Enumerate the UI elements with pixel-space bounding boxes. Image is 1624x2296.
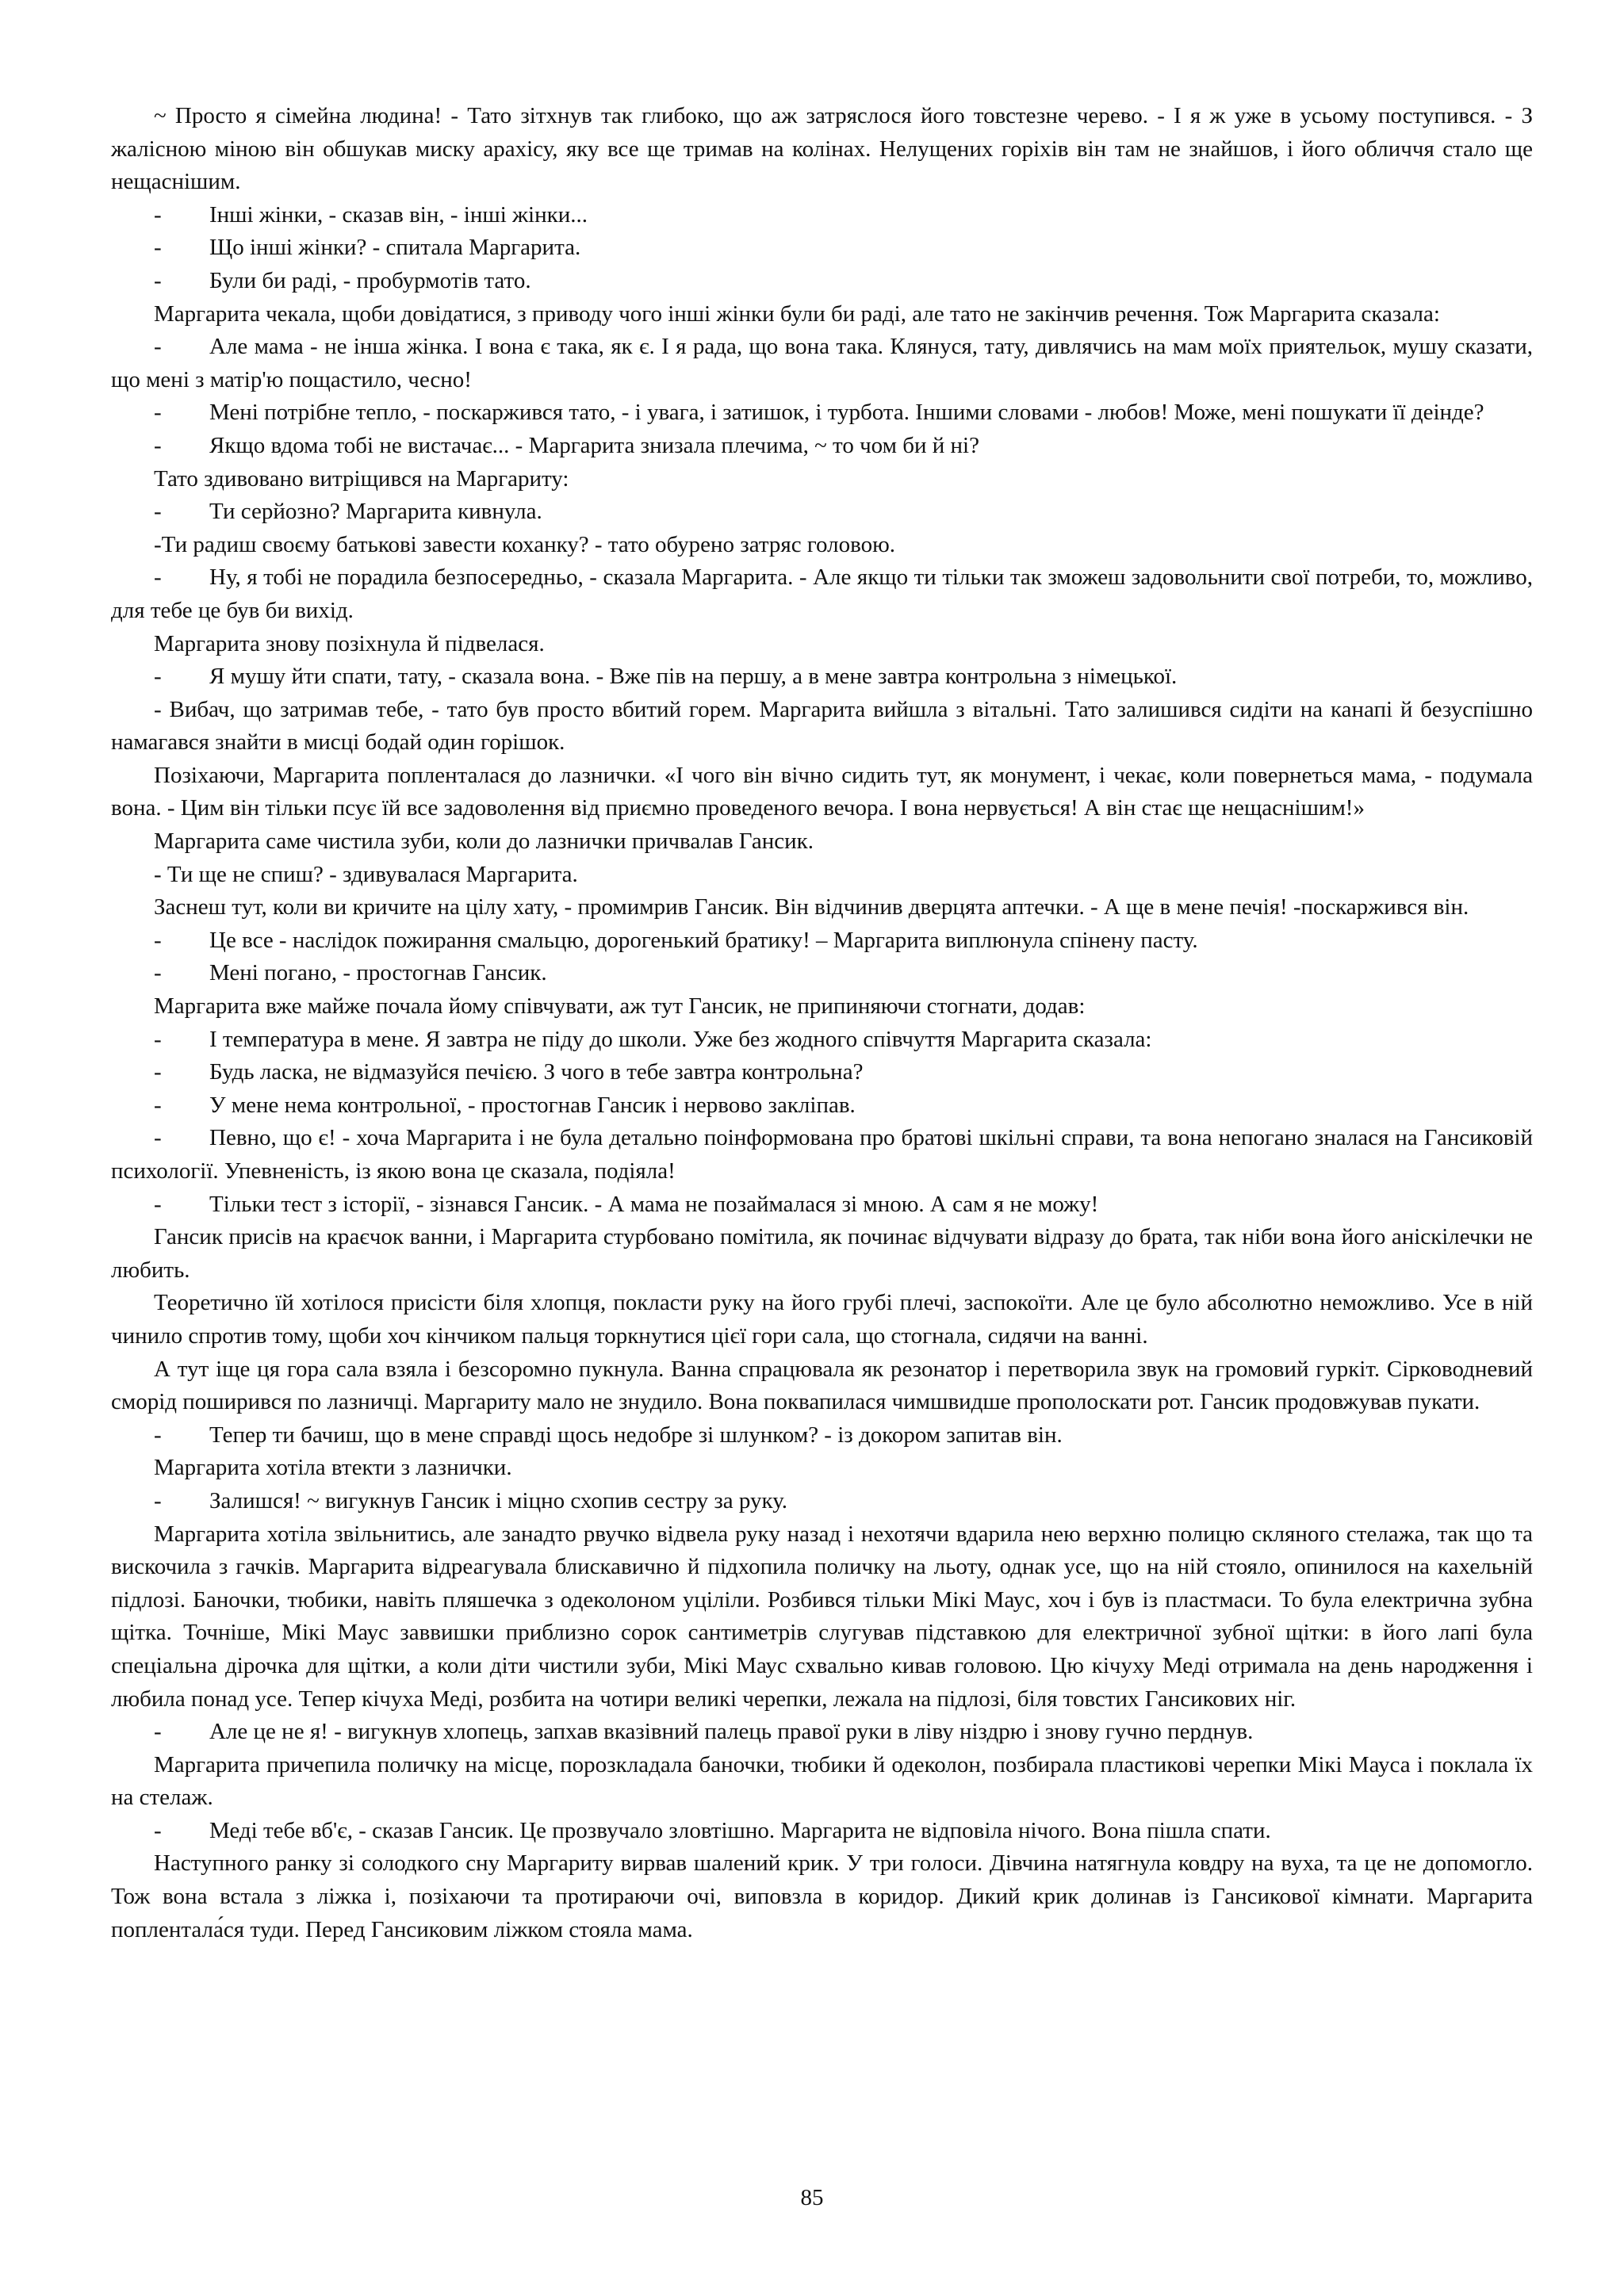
dialogue-line <box>111 1419 1533 1452</box>
dialogue-text: Були би раді, - пробурмотів тато. <box>209 267 531 293</box>
dialogue-line <box>111 265 1533 298</box>
dialogue-text: Тільки тест з історії, - зізнався Гансик. - А мама не позаймалася зі мною. А сам я не можу! <box>209 1191 1099 1217</box>
dialogue-line <box>111 232 1533 265</box>
paragraph: Маргарита хотіла звільнитись, але занадто рвучко відвела руку назад і нехотячи вдарила нею верхню полицю скляного стелажа, так що та вискочила з гачків. Маргарита відреагувала блискавично й підхопила поличку на льоту, однак усе, що на ній стояло, опинилося на кахельній підлозі. Баночки, тюбики, навіть пляшечка з одеколоном уціліли. Розбився тільки Мікі Маус, хоч і був із пластмаси. То була електрична зубна щітка. Точніше, Мікі Маус заввишки приблизно сорок сантиметрів слугував підставкою для електричної зубної щітки: в його лапі була спеціальна дірочка для щітки, а коли діти чистили зуби, Мікі Маус схвально кивав головою. Цю кічуху Меді отримала на день народження і любила понад усе. Тепер кічуха Меді, розбита на чотири великі черепки, лежала на підлозі, біля товстих Гансикових ніг. <box>111 1521 1533 1712</box>
dialogue-text: Це все - наслідок пожирання смальцю, дорогенький братику! – Маргарита виплюнула спінену пасту. <box>209 927 1198 953</box>
dialogue-line <box>111 1122 1533 1188</box>
dialogue-line <box>111 660 1533 694</box>
dialogue-dash: - <box>154 1059 162 1085</box>
dialogue-dash: - <box>154 1719 162 1745</box>
paragraph: А тут іще ця гора сала взяла і безсоромно пукнула. Ванна спрацювала як резонатор і перетворила звук на громовий гуркіт. Сірководневий сморід поширився по лазничці. Маргариту мало не знудило. Вона поквапилася чимшвидше прополоскати рот. Гансик продовжував пукати. <box>111 1356 1533 1415</box>
dialogue-line <box>111 1056 1533 1089</box>
dialogue-text: Інші жінки, - сказав він, - інші жінки... <box>209 201 588 228</box>
paragraph: Маргарита саме чистила зуби, коли до лазнички причвалав Гансик. <box>154 828 814 855</box>
paragraph: Маргарита чекала, щоби довідатися, з приводу чого інші жінки були би раді, але тато не закінчив речення. Тож Маргарита сказала: <box>154 300 1440 327</box>
paragraph: Тато здивовано витріщився на Маргариту: <box>154 465 569 492</box>
dialogue-line <box>111 199 1533 232</box>
dialogue-text: І температура в мене. Я завтра не піду до школи. Уже без жодного співчуття Маргарита сказала: <box>209 1026 1152 1052</box>
dialogue-line <box>111 496 1533 529</box>
dialogue-line <box>111 561 1533 627</box>
dialogue-dash: - <box>154 1817 162 1843</box>
paragraph: -Ти радиш своєму батькові завести коханку? - тато обурено затряс головою. <box>154 531 896 557</box>
dialogue-text: Але мама - не інша жінка. І вона є така, як є. І я рада, що вона така. Клянуся, тату, дивлячись на мам моїх приятельок, мушу сказати, що мені з матір'ю пощастило, чесно! <box>111 334 1533 392</box>
paragraph: Гансик присів на краєчок ванни, і Маргарита стурбовано помітила, як починає відчувати відразу до брата, так ніби вона його аніскілечки не любить. <box>111 1224 1533 1283</box>
dialogue-dash: - <box>154 1191 162 1217</box>
dialogue-text: Що інші жінки? - спитала Маргарита. <box>209 235 581 261</box>
paragraph: Маргарита знову позіхнула й підвелася. <box>154 630 545 656</box>
dialogue-line <box>111 1815 1533 1848</box>
paragraph: Маргарита хотіла втекти з лазнички. <box>154 1455 512 1481</box>
paragraph: Заснеш тут, коли ви кричите на цілу хату, - промимрив Гансик. Він відчинив дверцята аптечки. - А ще в мене печія! -поскаржився він. <box>154 894 1469 920</box>
paragraph: Маргарита причепила поличку на місце, порозкладала баночки, тюбики й одеколон, позбирала пластикові черепки Мікі Мауса і поклала їх на стелаж. <box>111 1751 1533 1811</box>
dialogue-text: Мені погано, - простогнав Гансик. <box>209 960 547 986</box>
dialogue-line <box>111 1089 1533 1123</box>
dialogue-line <box>111 1485 1533 1518</box>
dialogue-dash: - <box>154 267 162 293</box>
dialogue-dash: - <box>154 1125 162 1151</box>
dialogue-dash: - <box>154 1026 162 1052</box>
dialogue-line <box>111 331 1533 396</box>
dialogue-text: Але це не я! - вигукнув хлопець, запхав вказівний палець правої руки в ліву ніздрю і знову гучно перднув. <box>209 1719 1254 1745</box>
dialogue-text: Ти серйозно? Маргарита кивнула. <box>209 499 542 525</box>
dialogue-dash: - <box>154 432 162 458</box>
dialogue-line <box>111 430 1533 463</box>
dialogue-text: Мені потрібне тепло, - поскаржився тато, - і увага, і затишок, і турбота. Іншими словами - любов! Може, мені пошукати її деінде? <box>209 400 1484 426</box>
dialogue-text: Меді тебе вб'є, - сказав Гансик. Це прозвучало зловтішно. Маргарита не відповіла нічого. Вона пішла спати. <box>209 1817 1271 1843</box>
paragraph: ~ Просто я сімейна людина! - Тато зітхнув так глибоко, що аж затряслося його товстезне черево. - І я ж уже в усьому поступився. - З жалісною міною він обшукав миску арахісу, яку все ще тримав на колінах. Нелущених горіхів він там не знайшов, і його обличчя стало ще нещаснішим. <box>111 103 1533 195</box>
dialogue-text: Ну, я тобі не порадила безпосередньо, - сказала Маргарита. - Але якщо ти тільки так зможеш задовольнити свої потреби, то, можливо, для тебе це був би вихід. <box>111 564 1533 623</box>
dialogue-dash: - <box>154 1422 162 1448</box>
dialogue-dash: - <box>154 664 162 690</box>
dialogue-text: Залишся! ~ вигукнув Гансик і міцно схопив сестру за руку. <box>209 1487 788 1513</box>
paragraph: Позіхаючи, Маргарита попленталася до лазнички. «І чого він вічно сидить тут, як монумент, і чекає, коли повернеться мама, - подумала вона. - Цим він тільки псує їй все задоволення від приємно проведеного вечора. І вона нервується! А він стає ще нещаснішим!» <box>111 762 1533 821</box>
page-text-column <box>111 100 1533 2225</box>
page-number: 85 <box>800 2185 824 2210</box>
dialogue-line <box>111 396 1533 430</box>
dialogue-line <box>111 1716 1533 1749</box>
dialogue-text: Я мушу йти спати, тату, - сказала вона. - Вже пів на першу, а в мене завтра контрольна з німецької. <box>209 664 1178 690</box>
dialogue-dash: - <box>154 1487 162 1513</box>
dialogue-line <box>111 1188 1533 1222</box>
dialogue-dash: - <box>154 334 162 360</box>
dialogue-dash: - <box>154 235 162 261</box>
dialogue-line <box>111 924 1533 958</box>
dialogue-text: Будь ласка, не відмазуйся печією. З чого в тебе завтра контрольна? <box>209 1059 864 1085</box>
dialogue-line <box>111 957 1533 990</box>
dialogue-dash: - <box>154 927 162 953</box>
dialogue-dash: - <box>154 499 162 525</box>
paragraph: Теоретично їй хотілося присісти біля хлопця, покласти руку на його грубі плечі, заспокоїти. Але це було абсолютно неможливо. Усе в ній чинило спротив тому, щоби хоч кінчиком пальця торкнутися цієї гори сала, що стогнала, сидячи на ванні. <box>111 1290 1533 1349</box>
dialogue-text: Певно, що є! - хоча Маргарита і не була детально поінформована про братові шкільні справи, та вона непогано зналася на Гансиковій психології. Упевненість, із якою вона це сказала, подіяла! <box>111 1125 1533 1184</box>
dialogue-dash: - <box>154 400 162 426</box>
dialogue-dash: - <box>154 960 162 986</box>
paragraph: - Вибач, що затримав тебе, - тато був просто вбитий горем. Маргарита вийшла з вітальні. Тато залишився сидіти на канапі й безуспішно намагався знайти в мисці бодай один горішок. <box>111 696 1533 756</box>
paragraph: - Ти ще не спиш? - здивувалася Маргарита. <box>154 861 578 887</box>
dialogue-line <box>111 1024 1533 1057</box>
dialogue-text: Якщо вдома тобі не вистачає... - Маргарита знизала плечима, ~ то чом би й ні? <box>209 432 979 458</box>
dialogue-dash: - <box>154 1092 162 1118</box>
dialogue-dash: - <box>154 564 162 591</box>
paragraph: Наступного ранку зі солодкого сну Маргариту вирвав шалений крик. У три голоси. Дівчина натягнула ковдру на вуха, та це не допомогло. Тож вона встала з ліжка і, позіхаючи та протираючи очі, виповзла в коридор. Дикий крик долинав із Гансикової кімнати. Маргарита поплентала́ся туди. Перед Гансиковим ліжком стояла мама. <box>111 1850 1533 1942</box>
dialogue-dash: - <box>154 201 162 228</box>
dialogue-text: Тепер ти бачиш, що в мене справді щось недобре зі шлунком? - із докором запитав він. <box>209 1422 1063 1448</box>
paragraph: Маргарита вже майже почала йому співчувати, аж тут Гансик, не припиняючи стогнати, додав: <box>154 993 1086 1020</box>
dialogue-text: У мене нема контрольної, - простогнав Гансик і нервово закліпав. <box>209 1092 856 1118</box>
